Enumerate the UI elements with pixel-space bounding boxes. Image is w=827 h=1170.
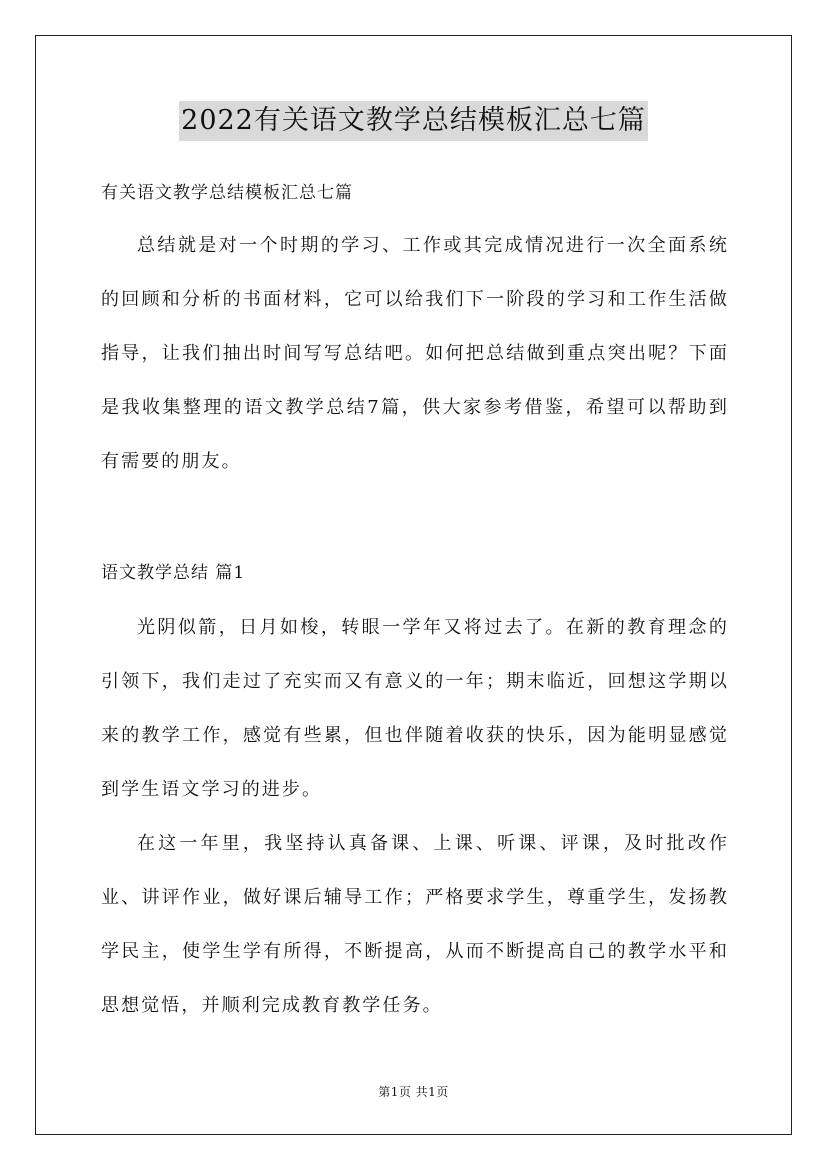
body-paragraph: 光阴似箭，日月如梭，转眼一学年又将过去了。在新的教育理念的引领下，我们走过了充实而又有意义的一年；期末临近，回想这学期以来的教学工作，感觉有些累，但也伴随着收获的快乐，因为能明显感觉到学生语文学习的进步。 (101, 617, 729, 800)
body-paragraph: 在这一年里，我坚持认真备课、上课、听课、评课，及时批改作业、讲评作业，做好课后辅导工作；严格要求学生，尊重学生，发扬教学民主，使学生学有所得，不断提高，从而不断提高自己的教学水平和思想觉悟，并顺利完成教育教学任务。 (101, 833, 729, 1016)
title-container (0, 101, 827, 141)
document-title: 2022有关语文教学总结模板汇总七篇 (179, 101, 648, 141)
page-footer: 第1页 共1页 (378, 1085, 449, 1099)
section-heading: 语文教学总结 篇1 (101, 563, 246, 583)
document-subtitle: 有关语文教学总结模板汇总七篇 (101, 183, 353, 203)
intro-paragraph: 总结就是对一个时期的学习、工作或其完成情况进行一次全面系统的回顾和分析的书面材料，它可以给我们下一阶段的学习和工作生活做指导，让我们抽出时间写写总结吧。如何把总结做到重点突出呢？下面是我收集整理的语文教学总结7篇，供大家参考借鉴，希望可以帮助到有需要的朋友。 (101, 235, 729, 472)
